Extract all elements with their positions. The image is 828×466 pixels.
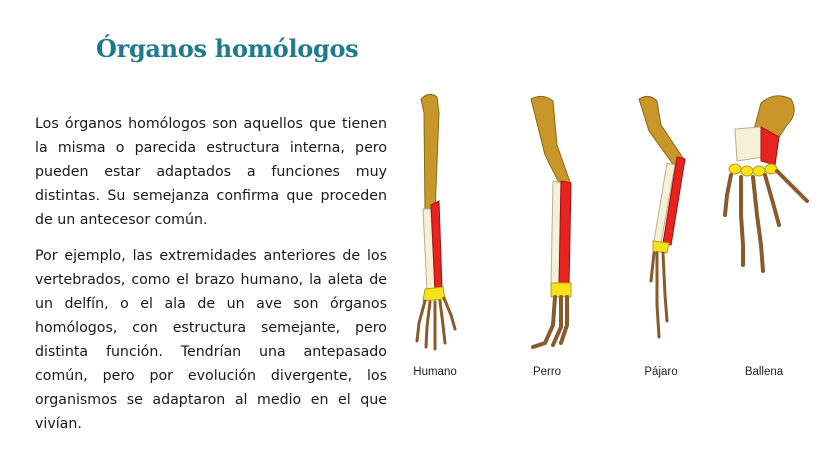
body-text — [35, 112, 387, 448]
dog-radius — [559, 181, 571, 285]
whale-ulna — [735, 127, 763, 161]
human-humerus — [421, 94, 439, 213]
whale-phalanges — [725, 171, 807, 271]
human-phalanges — [417, 298, 455, 349]
paragraph-example: Por ejemplo, las extremidades anteriores de los vertebrados, como el brazo humano, la aleta de un delfín, o el ala de un ave son órganos homólogos, con estructura semejante, pero distinta función. Tendrían una antepasado común, pero por evolución divergente, los organismos se adaptaron al medio en el que vivían. — [35, 248, 387, 432]
whale-flipper — [725, 96, 807, 271]
human-arm — [417, 94, 455, 349]
label-dog: Perro — [532, 366, 562, 378]
human-carpals — [423, 287, 445, 301]
page-title: Órganos homólogos — [96, 34, 359, 63]
bird-carpals — [653, 241, 669, 253]
label-human: Humano — [413, 366, 457, 378]
limbs-illustration — [395, 85, 825, 395]
dog-leg — [531, 96, 571, 347]
bird-humerus — [639, 96, 685, 167]
dog-humerus — [531, 96, 571, 191]
label-whale: Ballena — [744, 366, 784, 378]
bird-phalanges — [651, 253, 667, 337]
bird-wing — [639, 96, 685, 337]
homologous-limbs-figure — [395, 85, 825, 395]
label-bird: Pájaro — [644, 366, 678, 378]
whale-carpals — [729, 164, 777, 176]
dog-carpals — [551, 283, 571, 297]
dog-phalanges — [533, 297, 567, 347]
paragraph-definition: Los órganos homólogos son aquellos que tienen la misma o parecida estructura interna, pero pueden estar adaptados a funciones muy distintas. Su semejanza confirma que proceden de un antecesor común. — [35, 116, 387, 228]
